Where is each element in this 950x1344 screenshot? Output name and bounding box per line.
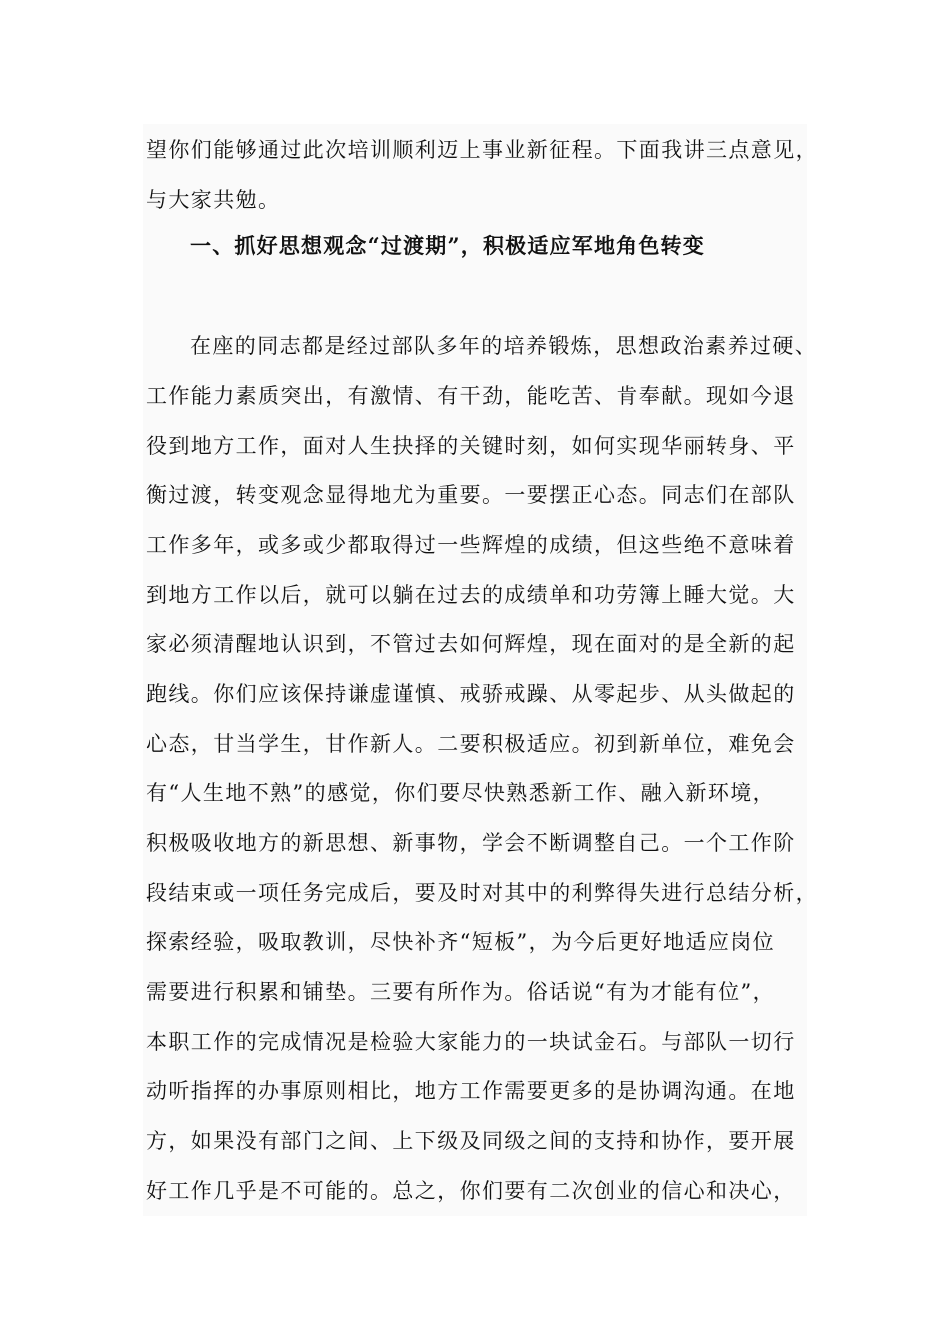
paragraph-line: 在座的同志都是经过部队多年的培养锻炼，思想政治素养过硬、 bbox=[190, 334, 818, 358]
paragraph-line: 段结束或一项任务完成后，要及时对其中的利弊得失进行总结分析， bbox=[146, 881, 818, 905]
paragraph-line: 需要进行积累和铺垫。三要有所作为。俗话说“有为才能有位”， bbox=[146, 980, 776, 1004]
paragraph-line: 到地方工作以后，就可以躺在过去的成绩单和功劳簿上睡大觉。大 bbox=[146, 583, 796, 607]
paragraph-line: 有“人生地不熟”的感觉，你们要尽快熟悉新工作、融入新环境， bbox=[146, 781, 776, 805]
paragraph-line: 积极吸收地方的新思想、新事物，学会不断调整自己。一个工作阶 bbox=[146, 831, 796, 855]
paragraph-line: 衡过渡，转变观念显得地尤为重要。一要摆正心态。同志们在部队 bbox=[146, 483, 796, 507]
text-line: 与大家共勉。 bbox=[146, 188, 281, 212]
paragraph-line: 本职工作的完成情况是检验大家能力的一块试金石。与部队一切行 bbox=[146, 1030, 796, 1054]
paragraph-line: 工作多年，或多或少都取得过一些辉煌的成绩，但这些绝不意味着 bbox=[146, 533, 796, 557]
text-line: 望你们能够通过此次培训顺利迈上事业新征程。下面我讲三点意见， bbox=[146, 138, 818, 162]
paragraph-line: 家必须清醒地认识到，不管过去如何辉煌，现在面对的是全新的起 bbox=[146, 632, 796, 656]
paragraph-line: 方，如果没有部门之间、上下级及同级之间的支持和协作，要开展 bbox=[146, 1129, 796, 1153]
paragraph-line: 好工作几乎是不可能的。总之，你们要有二次创业的信心和决心， bbox=[146, 1179, 796, 1203]
paragraph-line: 探索经验，吸取教训，尽快补齐“短板”，为今后更好地适应岗位 bbox=[146, 930, 776, 954]
paragraph-line: 跑线。你们应该保持谦虚谨慎、戒骄戒躁、从零起步、从头做起的 bbox=[146, 682, 796, 706]
paragraph-line: 动听指挥的办事原则相比，地方工作需要更多的是协调沟通。在地 bbox=[146, 1079, 796, 1103]
paragraph-line: 工作能力素质突出，有激情、有干劲，能吃苦、肯奉献。现如今退 bbox=[146, 384, 796, 408]
paragraph-line: 心态，甘当学生，甘作新人。二要积极适应。初到新单位，难免会 bbox=[146, 732, 796, 756]
section-heading: 一、抓好思想观念“过渡期”，积极适应军地角色转变 bbox=[190, 233, 705, 258]
paragraph-line: 役到地方工作，面对人生抉择的关键时刻，如何实现华丽转身、平 bbox=[146, 434, 796, 458]
